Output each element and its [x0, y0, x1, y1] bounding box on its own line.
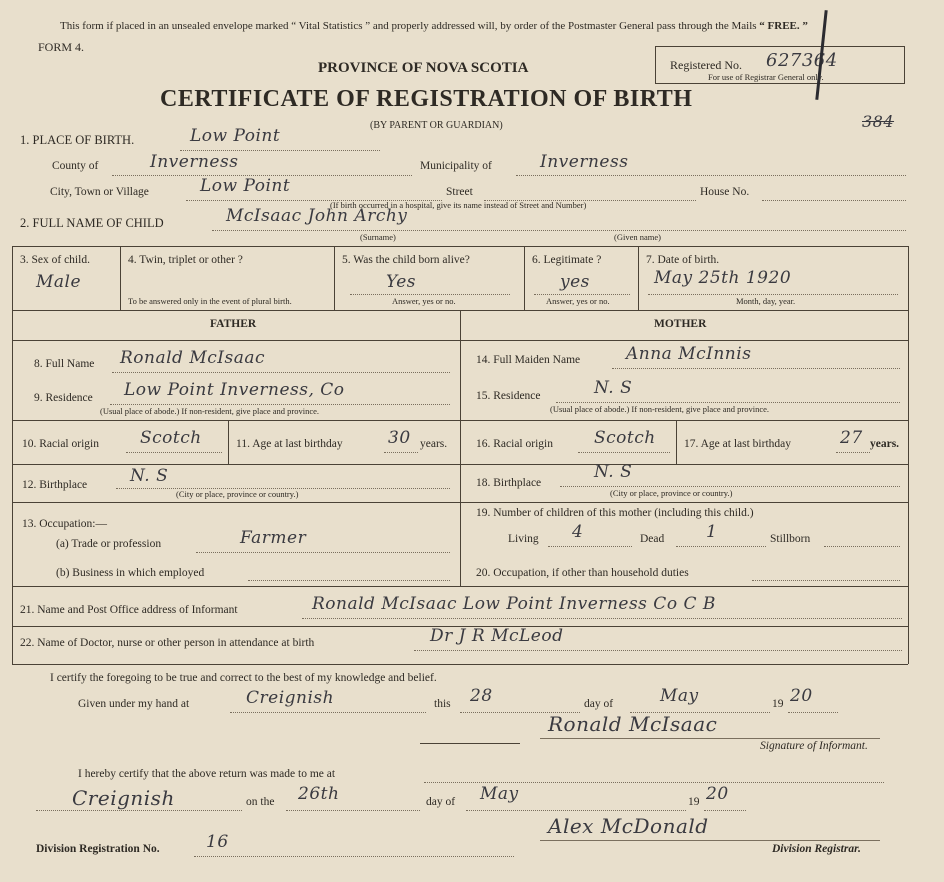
city-value: Low Point: [200, 176, 291, 196]
city-label: City, Town or Village: [50, 186, 149, 198]
division-label: Division Registration No.: [36, 843, 160, 855]
father-heading: FATHER: [210, 318, 257, 330]
this-label: this: [434, 698, 451, 710]
mother-heading: MOTHER: [654, 318, 707, 330]
mother-res-line: [556, 402, 900, 403]
informant-sig-label: Signature of Informant.: [760, 740, 868, 752]
parents-heading-rule: [12, 340, 908, 341]
municipality-value: Inverness: [540, 152, 629, 172]
municipality-label: Municipality of: [420, 160, 492, 172]
residence-rule: [12, 420, 908, 421]
dead-line: [676, 546, 766, 547]
father-racial-label: 10. Racial origin: [22, 438, 99, 450]
occupation-rule: [12, 586, 908, 587]
certify-year: 20: [790, 686, 813, 706]
form-right-rule: [908, 246, 909, 664]
given-place-line: [230, 712, 426, 713]
notice-text-b: and properly addressed will, by order of the Postmaster General pass through the Mails: [372, 20, 757, 32]
mother-age-value: 27: [840, 428, 863, 448]
mother-name-value: Anna McInnis: [626, 344, 752, 364]
father-name-line: [112, 372, 450, 373]
dead-label: Dead: [640, 533, 665, 545]
registrar-day-line: [286, 810, 420, 811]
dob-value: May 25th 1920: [654, 268, 792, 288]
place-label: 1. PLACE OF BIRTH.: [20, 133, 135, 147]
mother-res-value: N. S: [594, 378, 633, 398]
father-trade-line: [196, 552, 450, 553]
row3-div-4: [638, 246, 639, 310]
page-subtitle: (BY PARENT OR GUARDIAN): [370, 120, 503, 131]
county-value: Inverness: [150, 152, 239, 172]
registered-note: For use of Registrar General only.: [708, 72, 824, 82]
given-place: Creignish: [246, 688, 335, 708]
page-title: CERTIFICATE OF REGISTRATION OF BIRTH: [160, 86, 693, 112]
notice-text-a: This form if placed in an unsealed envelope marked: [60, 20, 289, 32]
father-res-note: (Usual place of abode.) If non-resident, give place and province.: [100, 406, 320, 416]
place-line: [180, 150, 380, 151]
division-line: [194, 856, 514, 857]
father-res-label: 9. Residence: [34, 392, 93, 404]
mother-occ-label: 20. Occupation, if other than household duties: [476, 567, 689, 579]
row3-div-2: [334, 246, 335, 310]
mother-birth-label: 18. Birthplace: [476, 477, 542, 489]
father-age-label: 11. Age at last birthday: [236, 438, 343, 450]
alive-label: 5. Was the child born alive?: [342, 254, 470, 266]
row3-div-3: [524, 246, 525, 310]
informant-line: [302, 618, 902, 619]
registrar-year-line: [704, 810, 746, 811]
dob-label: 7. Date of birth.: [646, 254, 720, 266]
informant-signature: Ronald McIsaac: [548, 712, 718, 736]
certify-year-line: [788, 712, 838, 713]
street-label: Street: [446, 186, 473, 198]
house-line: [762, 200, 906, 201]
registrar-place-line: [36, 810, 242, 811]
mother-res-note: (Usual place of abode.) If non-resident, give place and province.: [550, 404, 770, 414]
mother-racial-label: 16. Racial origin: [476, 438, 553, 450]
child-value: McIsaac John Archy: [226, 206, 408, 226]
division-number: 16: [206, 832, 229, 852]
mother-age-label: 17. Age at last birthday: [684, 438, 791, 450]
father-racial-value: Scotch: [140, 428, 202, 448]
legit-note: Answer, yes or no.: [546, 296, 610, 306]
father-trade-value: Farmer: [240, 528, 307, 548]
mother-racial-line: [578, 452, 670, 453]
birthplace-rule: [12, 502, 908, 503]
mother-birth-note: (City or place, province or country.): [610, 488, 733, 498]
father-occ-label: 13. Occupation:—: [22, 518, 107, 530]
notice-vital-statistics: “ Vital Statistics ”: [291, 20, 371, 32]
registrar-day: 26th: [298, 784, 340, 804]
row3-div-1: [120, 246, 121, 310]
father-birth-note: (City or place, province or country.): [176, 489, 299, 499]
registered-label: Registered No.: [670, 58, 742, 72]
parents-divider: [460, 310, 461, 586]
surname-note: (Surname): [360, 232, 396, 242]
informant-sig-line: [540, 738, 880, 739]
father-age-line: [384, 452, 418, 453]
living-line: [548, 546, 632, 547]
certify-day: 28: [470, 686, 493, 706]
alive-value: Yes: [386, 272, 417, 292]
father-business-line: [248, 580, 450, 581]
registrar-place: Creignish: [72, 786, 175, 810]
twin-label: 4. Twin, triplet or other ?: [128, 254, 243, 266]
registrar-dayof-label: day of: [426, 796, 456, 808]
registered-number: 627364: [766, 50, 838, 71]
mother-birth-value: N. S: [594, 462, 633, 482]
hospital-note: (If birth occurred in a hospital, give its name instead of Street and Number): [330, 200, 587, 210]
registrar-signature: Alex McDonald: [548, 814, 709, 838]
legit-label: 6. Legitimate ?: [532, 254, 602, 266]
father-racial-line: [126, 452, 222, 453]
mother-years: years.: [870, 438, 900, 450]
row3-top-rule: [12, 246, 908, 247]
father-birth-value: N. S: [130, 466, 169, 486]
registrar-text: I hereby certify that the above return was made to me at: [78, 768, 336, 780]
dob-line: [648, 294, 898, 295]
father-birth-label: 12. Birthplace: [22, 479, 88, 491]
certify-text: I certify the foregoing to be true and correct to the best of my knowledge and belief.: [50, 672, 437, 684]
mother-birth-line: [560, 486, 900, 487]
sex-label: 3. Sex of child.: [20, 254, 90, 266]
father-age-div: [228, 420, 229, 464]
father-age-value: 30: [388, 428, 411, 448]
side-number: 384: [862, 112, 895, 131]
form-number: FORM 4.: [38, 40, 85, 54]
registrar-on-label: on the: [246, 796, 275, 808]
child-label: 2. FULL NAME OF CHILD: [20, 216, 164, 230]
registrar-sig-label: Division Registrar.: [772, 843, 861, 855]
house-label: House No.: [700, 186, 750, 198]
municipality-line: [516, 175, 906, 176]
separator-rule: [420, 743, 520, 744]
informant-label: 21. Name and Post Office address of Informant: [20, 604, 238, 616]
mother-name-label: 14. Full Maiden Name: [476, 354, 581, 366]
registrar-month: May: [480, 784, 519, 804]
legit-value: yes: [560, 272, 590, 292]
racial-rule: [12, 464, 908, 465]
mother-children-label: 19. Number of children of this mother (including this child.): [476, 507, 754, 519]
father-business-label: (b) Business in which employed: [56, 567, 205, 579]
doctor-line: [414, 650, 902, 651]
alive-line: [350, 294, 510, 295]
given-label: Given under my hand at: [78, 698, 190, 710]
mother-age-div: [676, 420, 677, 464]
alive-note: Answer, yes or no.: [392, 296, 456, 306]
dob-note: Month, day, year.: [736, 296, 796, 306]
notice-free: “ FREE. ”: [759, 20, 808, 32]
doctor-value: Dr J R McLeod: [430, 626, 564, 646]
stillborn-label: Stillborn: [770, 533, 811, 545]
father-trade-label: (a) Trade or profession: [56, 538, 162, 550]
certify-dayof-label: day of: [584, 698, 614, 710]
registrar-year: 20: [706, 784, 729, 804]
sex-value: Male: [36, 272, 82, 292]
mother-name-line: [612, 368, 900, 369]
certify-month: May: [660, 686, 699, 706]
father-res-line: [110, 404, 450, 405]
county-label: County of: [52, 160, 99, 172]
father-years: years.: [420, 438, 448, 450]
mail-notice: [60, 20, 808, 32]
registrar-year-prefix: 19: [688, 796, 700, 808]
registrar-month-line: [466, 810, 686, 811]
mother-res-label: 15. Residence: [476, 390, 541, 402]
twin-note: To be answered only in the event of plural birth.: [128, 296, 292, 306]
mother-occ-line: [752, 580, 900, 581]
certify-year-prefix: 19: [772, 698, 784, 710]
registrar-text-line: [424, 782, 884, 783]
doctor-rule: [12, 664, 908, 665]
mother-racial-value: Scotch: [594, 428, 656, 448]
mother-age-line: [836, 452, 870, 453]
dead-value: 1: [706, 522, 718, 542]
given-note: (Given name): [614, 232, 661, 242]
place-value: Low Point: [190, 126, 281, 146]
father-name-value: Ronald McIsaac: [120, 348, 266, 368]
informant-value: Ronald McIsaac Low Point Inverness Co C B: [312, 594, 716, 614]
living-label: Living: [508, 533, 539, 545]
registrar-sig-line: [540, 840, 880, 841]
doctor-label: 22. Name of Doctor, nurse or other person in attendance at birth: [20, 637, 315, 649]
legit-line: [534, 294, 630, 295]
stillborn-line: [824, 546, 900, 547]
form-left-rule: [12, 246, 13, 664]
living-value: 4: [572, 522, 584, 542]
father-res-value: Low Point Inverness, Co: [124, 380, 345, 400]
father-name-label: 8. Full Name: [34, 358, 95, 370]
child-line: [212, 230, 906, 231]
province-heading: PROVINCE OF NOVA SCOTIA: [318, 60, 529, 76]
